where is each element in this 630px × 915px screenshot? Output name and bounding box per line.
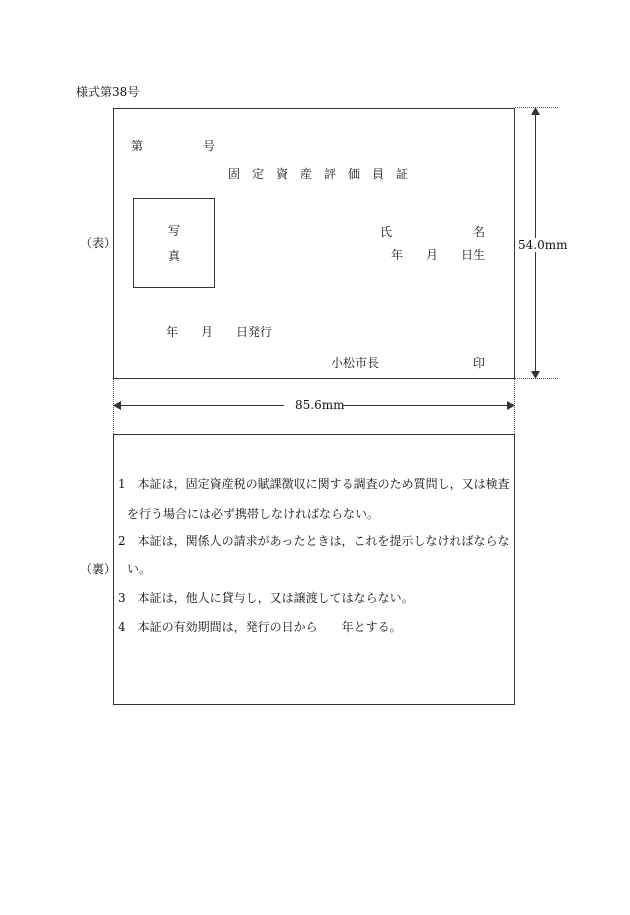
width-arrow-left-icon (113, 401, 121, 410)
width-dimension-line-right (343, 405, 509, 406)
back-side-label: （裏） (80, 562, 117, 576)
width-dimension: 85.6mm (295, 398, 345, 412)
height-arrow-up-icon (531, 107, 540, 115)
issue-year-label: 年 (166, 325, 179, 339)
name-label-1: 氏 (380, 225, 393, 239)
birth-month-label: 月 (426, 248, 439, 262)
back-line-5: 3 本証は，他人に貸与し，又は譲渡してはならない。 (118, 591, 414, 605)
name-label-2: 名 (473, 225, 486, 239)
number-prefix: 第 (131, 139, 144, 153)
photo-char-1: 写 (168, 224, 181, 238)
height-dimension: 54.0mm (518, 238, 568, 252)
birth-day-label: 日生 (461, 248, 486, 262)
back-line-6: 4 本証の有効期間は，発行の日から 年とする。 (118, 620, 402, 634)
form-number: 様式第38号 (76, 85, 140, 99)
back-line-4: い。 (127, 562, 152, 576)
number-suffix: 号 (203, 139, 216, 153)
front-side-label: （表） (80, 236, 117, 250)
birth-year-label: 年 (391, 248, 404, 262)
width-arrow-right-icon (507, 401, 515, 410)
back-card (113, 434, 515, 705)
card-title: 固定資産評価員証 (228, 167, 421, 181)
back-line-1: 1 本証は，固定資産税の賦課徴収に関する調査のため質問し，又は検査 (118, 477, 510, 491)
issuer: 小松市長 (331, 356, 380, 370)
photo-box (133, 198, 215, 288)
width-dimension-line-left (119, 405, 284, 406)
back-line-3: 2 本証は，関係人の請求があったときは，これを提示しなければならな (118, 534, 510, 548)
issue-day-label: 日発行 (236, 325, 273, 339)
seal-mark: 印 (473, 356, 486, 370)
height-arrow-down-icon (531, 371, 540, 379)
back-line-2: を行う場合には必ず携帯しなければならない。 (127, 507, 380, 521)
photo-char-2: 真 (168, 249, 181, 263)
issue-month-label: 月 (201, 325, 214, 339)
